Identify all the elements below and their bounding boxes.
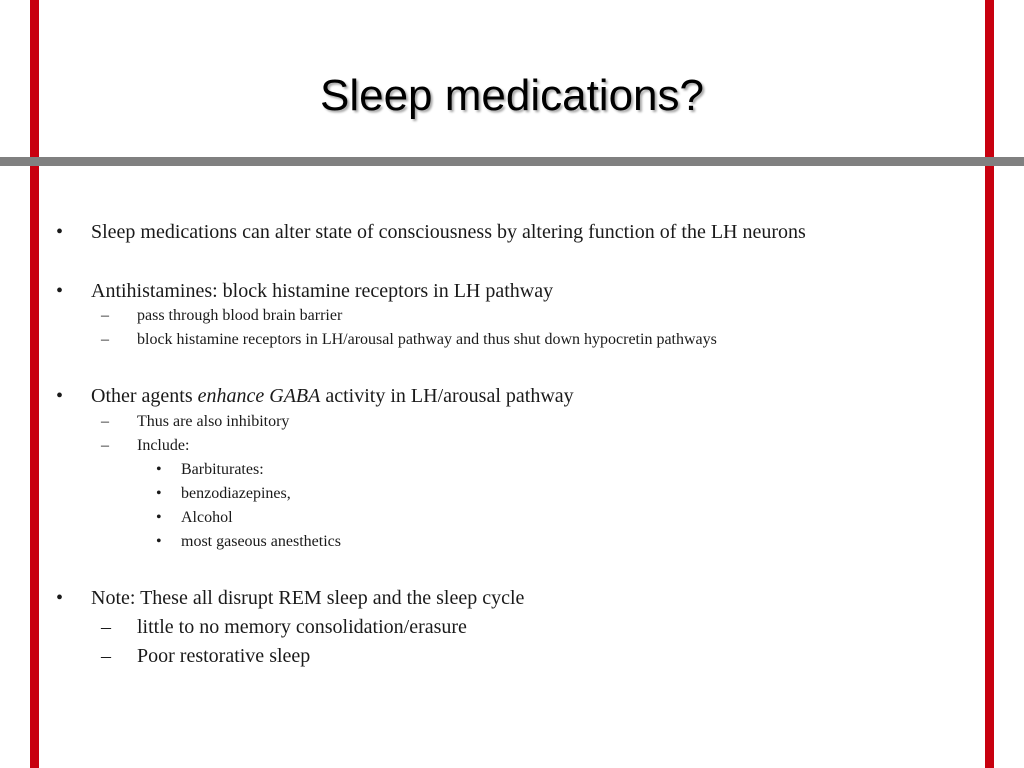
sub-item: Poor restorative sleep bbox=[137, 645, 311, 667]
dash-icon: – bbox=[101, 616, 111, 638]
include-item: Alcohol bbox=[181, 509, 233, 526]
dash-icon: – bbox=[101, 307, 109, 324]
include-item: most gaseous anesthetics bbox=[181, 533, 341, 550]
bullet-icon: • bbox=[156, 533, 162, 550]
bullet-icon: • bbox=[56, 221, 64, 243]
bullet-item-4: Note: These all disrupt REM sleep and the sleep cycle bbox=[91, 587, 525, 609]
include-item: Barbiturates: bbox=[181, 461, 264, 478]
bullet-item-1: Sleep medications can alter state of consciousness by altering function of the LH neurons bbox=[91, 221, 806, 243]
dash-icon: – bbox=[101, 645, 111, 667]
title-divider bbox=[0, 157, 1024, 166]
sub-item: little to no memory consolidation/erasure bbox=[137, 616, 467, 638]
item3-emphasis: enhance GABA bbox=[197, 385, 321, 407]
bullet-icon: • bbox=[56, 385, 64, 407]
dash-icon: – bbox=[101, 331, 109, 348]
slide-title: Sleep medications? bbox=[319, 71, 704, 120]
bullet-icon: • bbox=[156, 509, 162, 526]
dash-icon: – bbox=[101, 437, 109, 454]
sub-item: block histamine receptors in LH/arousal pathway and thus shut down hypocretin pathways bbox=[137, 331, 717, 348]
sub-item: Thus are also inhibitory bbox=[137, 413, 290, 430]
bullet-icon: • bbox=[156, 485, 162, 502]
bullet-item-3 bbox=[91, 384, 574, 408]
bullet-icon: • bbox=[56, 587, 64, 609]
dash-icon: – bbox=[101, 413, 109, 430]
include-item: benzodiazepines, bbox=[181, 485, 291, 502]
bullet-item-2: Antihistamines: block histamine receptors in LH pathway bbox=[91, 280, 554, 302]
sub-item: pass through blood brain barrier bbox=[137, 307, 343, 324]
sub-item: Include: bbox=[137, 437, 190, 454]
bullet-icon: • bbox=[56, 280, 64, 302]
item3-prefix: Other agents bbox=[91, 385, 198, 407]
bullet-icon: • bbox=[156, 461, 162, 478]
item3-suffix: activity in LH/arousal pathway bbox=[320, 385, 574, 407]
